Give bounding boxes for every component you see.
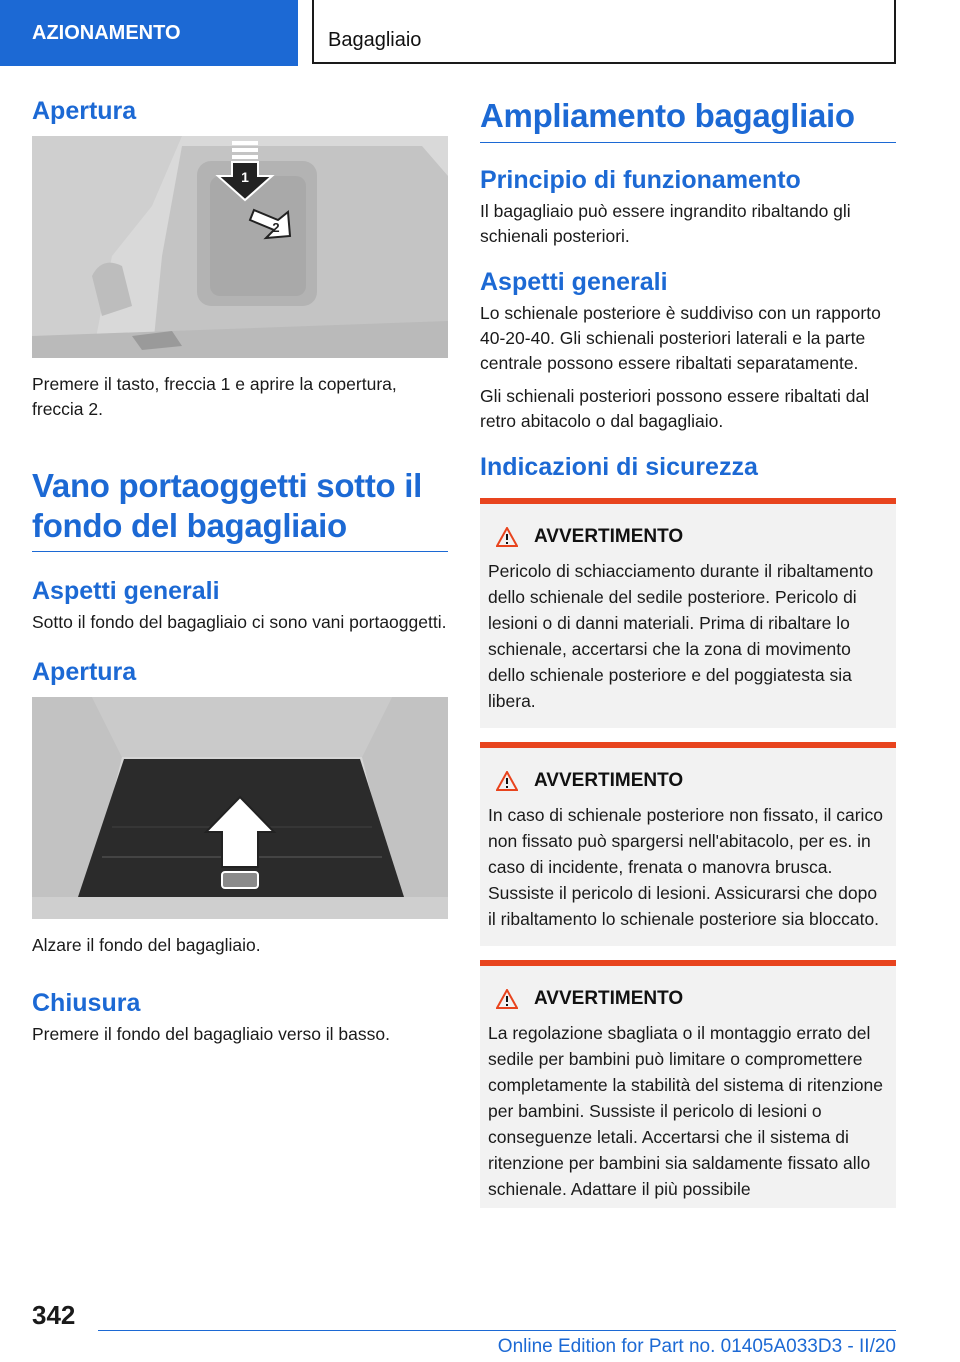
warning-triangle-icon: [496, 771, 518, 791]
principle-title: Principio di funzionamento: [480, 165, 801, 194]
floor-caption: Alzare il fondo del bagagliaio.: [32, 935, 261, 956]
warning-box-2: [480, 742, 896, 946]
safety-title: Indicazioni di sicurezza: [480, 452, 758, 481]
warning-title-row: [488, 526, 888, 548]
warning-box-1: [480, 498, 896, 728]
general-title: Aspetti generali: [480, 267, 668, 296]
right-column: [480, 96, 896, 1222]
arrow-1-label: 1: [241, 169, 249, 185]
warning-title: AVVERTIMENTO: [534, 525, 684, 547]
cover-caption: Premere il tasto, freccia 1 e aprire la copertura, freccia 2.: [32, 374, 397, 419]
warning-text: In caso di schienale posteriore non fissato, il carico non fissato può spargersi nell'abitacolo, per es. in caso di incidente, frenata o manovra brusca. Sussiste il pericolo di lesioni. Assicurarsi che dopo il ribaltamento lo schienale posteriore sia bloccato.: [488, 804, 883, 929]
page-number: 342: [32, 1300, 76, 1330]
warning-text: La regolazione sbagliata o il montaggio errato del sedile per bambini può limitare o compromettere completamente la stabilità del sistema di ritenzione per bambini. Sussiste il pericolo di lesioni o conseguenze letali. Accertarsi che il sistema di ritenzione per bambini sia saldamente fissato allo schienale. Adattare il più possibile: [488, 1022, 883, 1199]
section-tab: AZIONAMENTO: [0, 0, 298, 66]
section-title-opening: Apertura: [32, 97, 137, 125]
closing-title: Chiusura: [32, 989, 141, 1018]
enlarge-heading: Ampliamento bagagliaio: [480, 97, 855, 134]
cover-illustration: [32, 136, 448, 358]
footer-divider: [98, 1330, 896, 1331]
warning-triangle-icon: [496, 989, 518, 1009]
warning-title-row: [488, 770, 888, 792]
warning-title: AVVERTIMENTO: [534, 987, 684, 1009]
storage-heading-block: [32, 466, 448, 552]
principle-text: Il bagagliaio può essere ingrandito ribaltando gli schienali posteriori.: [480, 200, 851, 246]
floor-illustration: [32, 697, 448, 919]
storage-general-text: Sotto il fondo del bagagliaio ci sono vani portaoggetti.: [32, 612, 447, 633]
storage-opening-title: Apertura: [32, 658, 137, 687]
closing-text: Premere il fondo del bagagliaio verso il basso.: [32, 1024, 390, 1045]
enlarge-heading-block: [480, 96, 896, 143]
warning-title: AVVERTIMENTO: [534, 769, 684, 791]
general-text-1: Lo schienale posteriore è suddiviso con un rapporto 40-20-40. Gli schienali posteriori laterali e la parte centrale possono essere ribaltati separatamente.: [480, 302, 881, 373]
arrow-2-label: 2: [272, 220, 280, 235]
page-title-box: [312, 0, 896, 64]
page-title: Bagagliaio: [328, 29, 422, 51]
warning-title-row: [488, 988, 888, 1010]
general-text-2: Gli schienali posteriori possono essere ribaltati dal retro abitacolo o dal bagagliaio.: [480, 385, 870, 431]
warning-text: Pericolo di schiacciamento durante il ribaltamento dello schienale del sedile posteriore. Pericolo di lesioni o di danni materiali. Prima di ribaltare lo schienale, accertarsi che la zona di movimento dello schienale posteriore e del poggiatesta sia libera.: [488, 560, 874, 711]
warning-triangle-icon: [496, 527, 518, 547]
storage-heading: Vano portaoggetti sotto il fondo del bagagliaio: [32, 467, 423, 544]
storage-general-title: Aspetti generali: [32, 577, 220, 606]
left-column: [32, 96, 448, 1055]
page-header: [0, 0, 960, 66]
warning-box-3: [480, 960, 896, 1208]
edition-link[interactable]: Online Edition for Part no. 01405A033D3 - II/20: [497, 1336, 896, 1357]
